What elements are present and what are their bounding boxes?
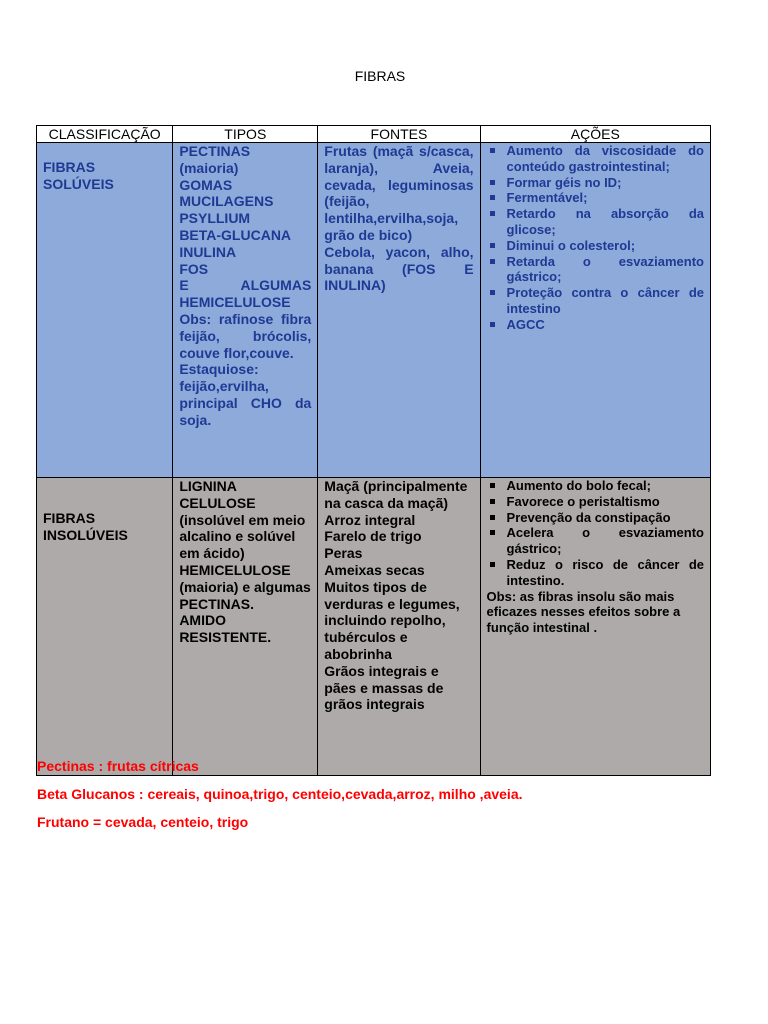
- list-item: Diminui o colesterol;: [487, 238, 704, 254]
- table-row-insoluveis: [37, 478, 711, 776]
- cell-classificacao-soluveis: FIBRAS SOLÚVEIS: [37, 143, 173, 478]
- note-frutano: Frutano = cevada, centeio, trigo: [37, 814, 249, 830]
- header-fontes: FONTES: [318, 126, 480, 143]
- cell-fontes-insoluveis: Maçã (principalmente na casca da maçã) Arroz integral Farelo de trigo Peras Ameixas secas Muitos tipos de verduras e legumes, incluindo repolho, tubérculos e abobrinha Grãos integrais e pães e massas de grãos integrais: [318, 478, 480, 776]
- list-item: Fermentável;: [487, 190, 704, 206]
- acoes-list-soluveis: [487, 143, 704, 333]
- cell-tipos-soluveis: PECTINAS (maioria) GOMAS MUCILAGENS PSYLLIUM BETA-GLUCANA INULINA FOS E ALGUMAS HEMICELULOSE Obs: rafinose fibra feijão, brócolis, couve flor,couve. Estaquiose: feijão,ervilha, principal CHO da soja.: [173, 143, 318, 478]
- list-item: Formar géis no ID;: [487, 175, 704, 191]
- list-item: Proteção contra o câncer de intestino: [487, 285, 704, 317]
- list-item: Aumento da viscosidade do conteúdo gastrointestinal;: [487, 143, 704, 175]
- list-item: Favorece o peristaltismo: [487, 494, 704, 510]
- table-row-soluveis: [37, 143, 711, 478]
- list-item: Retardo na absorção da glicose;: [487, 206, 704, 238]
- header-tipos: TIPOS: [173, 126, 318, 143]
- cell-fontes-soluveis: Frutas (maçã s/casca, laranja), Aveia, cevada, leguminosas (feijão, lentilha,ervilha,soja, grão de bico) Cebola, yacon, alho, banana (FOS E INULINA): [318, 143, 480, 478]
- list-item: AGCC: [487, 317, 704, 333]
- notes-section: [37, 758, 523, 842]
- note-beta-glucanos: Beta Glucanos : cereais, quinoa,trigo, centeio,cevada,arroz, milho ,aveia.: [37, 786, 523, 802]
- cell-classificacao-insoluveis: FIBRAS INSOLÚVEIS: [37, 478, 173, 776]
- list-item: Prevenção da constipação: [487, 510, 704, 526]
- acoes-list-insoluveis: [487, 478, 704, 589]
- document-title: FIBRAS: [354, 68, 406, 84]
- table-header-row: [37, 126, 711, 143]
- acoes-obs-insoluveis: Obs: as fibras insolu são mais eficazes nesses efeitos sobre a função intestinal .: [486, 588, 681, 636]
- cell-acoes-insoluveis: [480, 478, 710, 776]
- list-item: Retarda o esvaziamento gástrico;: [487, 254, 704, 286]
- cell-tipos-insoluveis: LIGNINA CELULOSE (insolúvel em meio alcalino e solúvel em ácido) HEMICELULOSE (maioria) e algumas PECTINAS. AMIDO RESISTENTE.: [173, 478, 318, 776]
- header-acoes: AÇÕES: [480, 126, 710, 143]
- fibras-table: [36, 125, 711, 776]
- list-item: Acelera o esvaziamento gástrico;: [487, 525, 704, 557]
- cell-acoes-soluveis: [480, 143, 710, 478]
- list-item: Reduz o risco de câncer de intestino.: [487, 557, 704, 589]
- note-pectinas: Pectinas : frutas cítricas: [37, 758, 199, 774]
- header-classificacao: CLASSIFICAÇÃO: [37, 126, 173, 143]
- list-item: Aumento do bolo fecal;: [487, 478, 704, 494]
